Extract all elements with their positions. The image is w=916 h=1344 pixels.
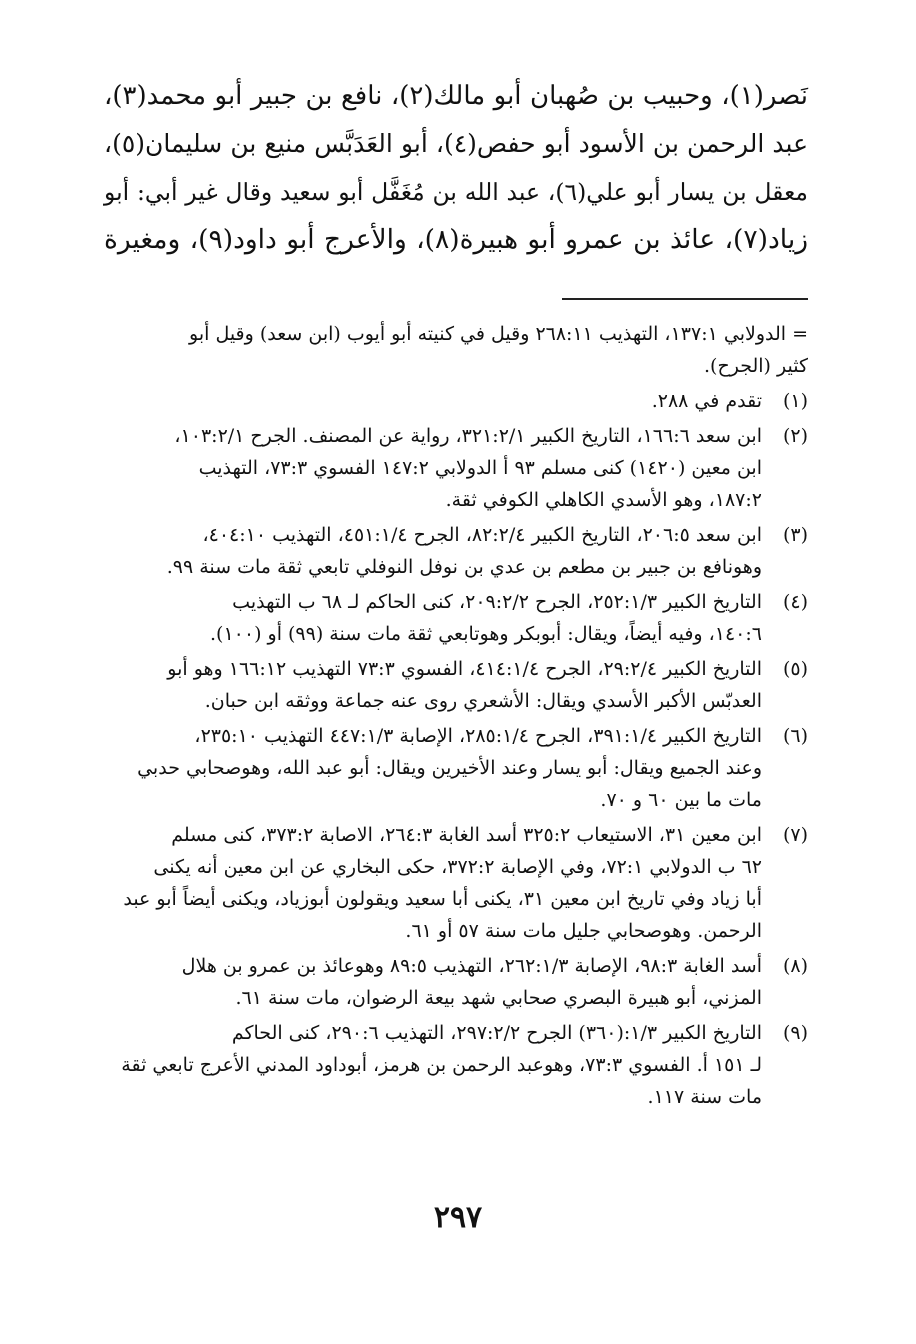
footnote-9 — [102, 1017, 808, 1113]
page-number: ٢٩٧ — [433, 1200, 483, 1235]
footnote-body — [102, 586, 762, 650]
footnote-body — [102, 519, 762, 583]
main-text-line: عبد الرحمن بن الأسود أبو حفص(٤)، أبو العَدَبَّس منيع بن سليمان(٥)، — [104, 129, 808, 158]
footnote-line: ابن سعد ١٦٦:٦، التاريخ الكبير ٣٢١:٢/١، رواية عن المصنف. الجرح ١٠٣:٢/١، — [174, 425, 762, 447]
footnote-body — [102, 318, 808, 382]
footnote-body — [102, 720, 762, 816]
footnote-body — [102, 819, 762, 947]
footnote-body — [102, 950, 762, 1014]
footnote-number: (٧) — [782, 824, 808, 846]
footnote-line: ابن معين ٣١، الاستيعاب ٣٢٥:٢ أسد الغابة ٢٦٤:٣، الاصابة ٣٧٣:٢، كنى مسلم — [171, 824, 762, 846]
main-text-block — [104, 72, 808, 264]
footnote-line: كثير (الجرح). — [704, 355, 808, 377]
main-text-line: زياد(٧)، عائذ بن عمرو أبو هبيرة(٨)، والأعرج أبو داود(٩)، ومغيرة — [104, 224, 808, 255]
footnote-3 — [102, 519, 808, 583]
footnote-body — [102, 420, 762, 516]
footnote-line: لـ ١٥١ أ. الفسوي ٧٣:٣، وهوعبد الرحمن بن هرمز، أبوداود المدني الأعرج تابعي ثقة — [121, 1054, 762, 1076]
footnote-separator-rule — [562, 298, 808, 300]
footnote-2 — [102, 420, 808, 516]
footnote-body — [102, 653, 762, 717]
footnote-line: أبا زياد وفي تاريخ ابن معين ٣١، يكنى أبا سعيد ويقولون أبوزياد، ويكنى أيضاً أبو عبد — [123, 888, 762, 910]
footnote-line: الرحمن. وهوصحابي جليل مات سنة ٥٧ أو ٦١. — [405, 920, 762, 942]
footnote-6 — [102, 720, 808, 816]
footnote-line: تقدم في ٢٨٨. — [651, 390, 762, 412]
footnote-number: (٣) — [782, 524, 808, 546]
footnote-number: (٥) — [782, 658, 808, 680]
footnote-line: ابن معين (١٤٢٠) كنى مسلم ٩٣ أ الدولابي ١٤٧:٢ الفسوي ٧٣:٣، التهذيب — [198, 457, 762, 479]
footnote-4 — [102, 586, 808, 650]
footnote-number: (٤) — [782, 591, 808, 613]
footnote-line: العدبّس الأكبر الأسدي ويقال: الأشعري روى عنه جماعة ووثقه ابن حبان. — [204, 690, 762, 712]
footnote-1 — [102, 385, 808, 417]
footnote-body — [102, 385, 762, 417]
footnote-line: التاريخ الكبير ٢٥٢:١/٣، الجرح ٢٠٩:٢/٢، كنى الحاكم لـ ٦٨ ب التهذيب — [232, 591, 762, 613]
footnote-line: ١٨٧:٢، وهو الأسدي الكاهلي الكوفي ثقة. — [445, 489, 762, 511]
footnote-line: ١٤٠:٦، وفيه أيضاً، ويقال: أبوبكر وهوتابعي ثقة مات سنة (٩٩) أو (١٠٠). — [209, 623, 762, 645]
footnote-7 — [102, 819, 808, 947]
footnote-line: مات سنة ١١٧. — [647, 1086, 762, 1108]
footnote-line: ٦٢ ب الدولابي ٧٢:١، وفي الإصابة ٣٧٢:٢، حكى البخاري عن ابن معين أنه يكنى — [153, 856, 762, 878]
footnote-body — [102, 1017, 762, 1113]
footnote-number: (٢) — [782, 425, 808, 447]
footnote-line: التاريخ الكبير ٣٩١:١/٤، الجرح ٢٨٥:١/٤، الإصابة ٤٤٧:١/٣ التهذيب ٢٣٥:١٠، — [194, 725, 762, 747]
footnote-number: (١) — [782, 390, 808, 412]
footnote-line: وهونافع بن جبير بن مطعم بن عدي بن نوفل النوفلي تابعي ثقة مات سنة ٩٩. — [166, 556, 762, 578]
footnote-continuation — [102, 318, 808, 382]
main-text-line: نَصر(١)، وحبيب بن صُهبان أبو مالك(٢)، نافع بن جبير أبو محمد(٣)، — [104, 81, 808, 111]
footnote-line: التاريخ الكبير ١/٣:(٣٦٠) الجرح ٢٩٧:٢/٢، التهذيب ٢٩٠:٦، كنى الحاكم — [231, 1022, 762, 1044]
footnote-number: (٩) — [782, 1022, 808, 1044]
footnote-line: المزني، أبو هبيرة البصري صحابي شهد بيعة الرضوان، مات سنة ٦١. — [235, 987, 762, 1009]
footnote-line: مات ما بين ٦٠ و ٧٠. — [600, 789, 762, 811]
footnote-line: التاريخ الكبير ٢٩:٢/٤، الجرح ٤١٤:١/٤، الفسوي ٧٣:٣ التهذيب ١٦٦:١٢ وهو أبو — [167, 658, 762, 680]
footnotes-block — [102, 318, 808, 1116]
footnote-line: وعند الجميع ويقال: أبو يسار وعند الأخيرين ويقال: أبو عبد الله، وهوصحابي حدبي — [137, 757, 762, 779]
footnote-5 — [102, 653, 808, 717]
footnote-line: = الدولابي ١٣٧:١، التهذيب ٢٦٨:١١ وقيل في كنيته أبو أيوب (ابن سعد) وقيل أبو — [189, 323, 808, 345]
footnote-line: أسد الغابة ٩٨:٣، الإصابة ٢٦٢:١/٣، التهذيب ٨٩:٥ وهوعائذ بن عمرو بن هلال — [181, 955, 762, 977]
footnote-8 — [102, 950, 808, 1014]
footnote-line: ابن سعد ٢٠٦:٥، التاريخ الكبير ٨٢:٢/٤، الجرح ٤٥١:١/٤، التهذيب ٤٠٤:١٠، — [202, 524, 762, 546]
footnote-number: (٨) — [782, 955, 808, 977]
main-text-line: معقل بن يسار أبو علي(٦)، عبد الله بن مُغَفَّل أبو سعيد وقال غير أبي: أبو — [104, 178, 808, 206]
footnote-number: (٦) — [782, 725, 808, 747]
